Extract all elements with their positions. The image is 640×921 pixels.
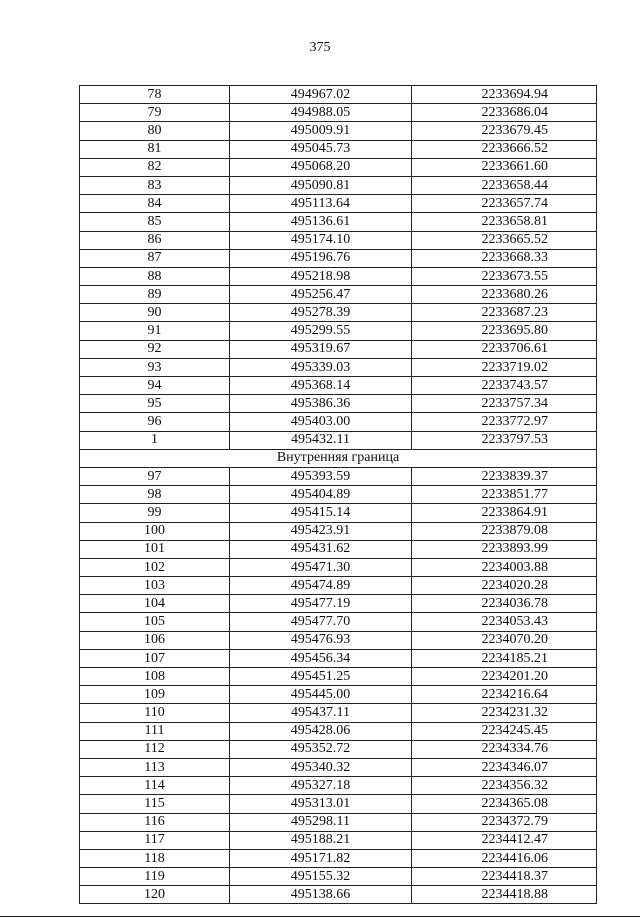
y-coordinate-cell: 2233879.08 [412,522,597,540]
page-bottom-rule [0,916,640,917]
x-coordinate-cell: 495404.89 [230,486,412,504]
table-row [80,213,597,231]
point-number-cell: 86 [80,231,230,249]
y-coordinate-cell: 2233893.99 [412,540,597,558]
x-coordinate-cell: 495476.93 [230,631,412,649]
x-coordinate-cell: 495138.66 [230,886,412,904]
point-number-cell: 79 [80,104,230,122]
x-coordinate-cell: 495477.70 [230,613,412,631]
table-row [80,176,597,194]
table-row [80,104,597,122]
table-row [80,86,597,104]
table-row [80,431,597,449]
y-coordinate-cell: 2233668.33 [412,249,597,267]
table-row [80,304,597,322]
table-row [80,758,597,776]
table-row [80,613,597,631]
x-coordinate-cell: 495456.34 [230,649,412,667]
x-coordinate-cell: 495256.47 [230,286,412,304]
x-coordinate-cell: 495136.61 [230,213,412,231]
point-number-cell: 80 [80,122,230,140]
point-number-cell: 104 [80,595,230,613]
coordinates-table-body [80,86,597,904]
y-coordinate-cell: 2234003.88 [412,558,597,576]
point-number-cell: 114 [80,777,230,795]
x-coordinate-cell: 494967.02 [230,86,412,104]
x-coordinate-cell: 495451.25 [230,668,412,686]
x-coordinate-cell: 495299.55 [230,322,412,340]
point-number-cell: 115 [80,795,230,813]
x-coordinate-cell: 495113.64 [230,195,412,213]
table-row [80,722,597,740]
point-number-cell: 87 [80,249,230,267]
table-row [80,377,597,395]
y-coordinate-cell: 2234216.64 [412,686,597,704]
table-row [80,140,597,158]
point-number-cell: 98 [80,486,230,504]
point-number-cell: 88 [80,267,230,285]
y-coordinate-cell: 2234334.76 [412,740,597,758]
table-row [80,868,597,886]
point-number-cell: 108 [80,668,230,686]
table-row [80,577,597,595]
point-number-cell: 95 [80,395,230,413]
table-row [80,322,597,340]
x-coordinate-cell: 495196.76 [230,249,412,267]
point-number-cell: 82 [80,158,230,176]
y-coordinate-cell: 2234418.88 [412,886,597,904]
point-number-cell: 94 [80,377,230,395]
point-number-cell: 101 [80,540,230,558]
point-number-cell: 113 [80,758,230,776]
table-row [80,340,597,358]
x-coordinate-cell: 495298.11 [230,813,412,831]
x-coordinate-cell: 495174.10 [230,231,412,249]
y-coordinate-cell: 2233658.81 [412,213,597,231]
y-coordinate-cell: 2234070.20 [412,631,597,649]
y-coordinate-cell: 2233706.61 [412,340,597,358]
y-coordinate-cell: 2234372.79 [412,813,597,831]
y-coordinate-cell: 2234346.07 [412,758,597,776]
y-coordinate-cell: 2233743.57 [412,377,597,395]
section-heading: Внутренняя граница [80,449,597,467]
x-coordinate-cell: 495319.67 [230,340,412,358]
y-coordinate-cell: 2234365.08 [412,795,597,813]
y-coordinate-cell: 2233687.23 [412,304,597,322]
y-coordinate-cell: 2233665.52 [412,231,597,249]
x-coordinate-cell: 495009.91 [230,122,412,140]
x-coordinate-cell: 495471.30 [230,558,412,576]
y-coordinate-cell: 2234418.37 [412,868,597,886]
y-coordinate-cell: 2233679.45 [412,122,597,140]
point-number-cell: 91 [80,322,230,340]
x-coordinate-cell: 495423.91 [230,522,412,540]
y-coordinate-cell: 2233694.94 [412,86,597,104]
table-row [80,358,597,376]
x-coordinate-cell: 495368.14 [230,377,412,395]
table-row [80,649,597,667]
point-number-cell: 102 [80,558,230,576]
y-coordinate-cell: 2233695.80 [412,322,597,340]
table-row [80,704,597,722]
table-row [80,813,597,831]
table-row [80,231,597,249]
x-coordinate-cell: 495437.11 [230,704,412,722]
point-number-cell: 106 [80,631,230,649]
point-number-cell: 107 [80,649,230,667]
y-coordinate-cell: 2233864.91 [412,504,597,522]
point-number-cell: 81 [80,140,230,158]
x-coordinate-cell: 495327.18 [230,777,412,795]
point-number-cell: 89 [80,286,230,304]
y-coordinate-cell: 2234416.06 [412,849,597,867]
point-number-cell: 112 [80,740,230,758]
point-number-cell: 84 [80,195,230,213]
point-number-cell: 109 [80,686,230,704]
table-row [80,249,597,267]
point-number-cell: 96 [80,413,230,431]
point-number-cell: 99 [80,504,230,522]
y-coordinate-cell: 2233772.97 [412,413,597,431]
table-row [80,777,597,795]
section-heading-row [80,449,597,467]
point-number-cell: 110 [80,704,230,722]
x-coordinate-cell: 495171.82 [230,849,412,867]
table-row [80,668,597,686]
y-coordinate-cell: 2234201.20 [412,668,597,686]
table-row [80,831,597,849]
point-number-cell: 120 [80,886,230,904]
y-coordinate-cell: 2233851.77 [412,486,597,504]
point-number-cell: 93 [80,358,230,376]
page-number: 375 [309,40,331,55]
x-coordinate-cell: 495313.01 [230,795,412,813]
x-coordinate-cell: 495278.39 [230,304,412,322]
x-coordinate-cell: 495090.81 [230,176,412,194]
point-number-cell: 119 [80,868,230,886]
table-row [80,286,597,304]
point-number-cell: 92 [80,340,230,358]
table-row [80,540,597,558]
y-coordinate-cell: 2234231.32 [412,704,597,722]
point-number-cell: 83 [80,176,230,194]
table-row [80,795,597,813]
y-coordinate-cell: 2233680.26 [412,286,597,304]
table-row [80,486,597,504]
point-number-cell: 105 [80,613,230,631]
x-coordinate-cell: 495428.06 [230,722,412,740]
point-number-cell: 103 [80,577,230,595]
y-coordinate-cell: 2233657.74 [412,195,597,213]
y-coordinate-cell: 2233673.55 [412,267,597,285]
x-coordinate-cell: 495393.59 [230,467,412,485]
x-coordinate-cell: 495432.11 [230,431,412,449]
x-coordinate-cell: 495415.14 [230,504,412,522]
x-coordinate-cell: 495403.00 [230,413,412,431]
table-row [80,267,597,285]
table-row [80,595,597,613]
x-coordinate-cell: 495068.20 [230,158,412,176]
y-coordinate-cell: 2234036.78 [412,595,597,613]
x-coordinate-cell: 495045.73 [230,140,412,158]
table-row [80,504,597,522]
y-coordinate-cell: 2234185.21 [412,649,597,667]
table-row [80,558,597,576]
x-coordinate-cell: 495445.00 [230,686,412,704]
x-coordinate-cell: 495431.62 [230,540,412,558]
x-coordinate-cell: 495386.36 [230,395,412,413]
table-row [80,686,597,704]
x-coordinate-cell: 495474.89 [230,577,412,595]
point-number-cell: 78 [80,86,230,104]
y-coordinate-cell: 2233666.52 [412,140,597,158]
table-row [80,467,597,485]
y-coordinate-cell: 2233658.44 [412,176,597,194]
table-row [80,886,597,904]
point-number-cell: 111 [80,722,230,740]
point-number-cell: 85 [80,213,230,231]
y-coordinate-cell: 2233719.02 [412,358,597,376]
y-coordinate-cell: 2234020.28 [412,577,597,595]
x-coordinate-cell: 495155.32 [230,868,412,886]
point-number-cell: 1 [80,431,230,449]
x-coordinate-cell: 495340.32 [230,758,412,776]
y-coordinate-cell: 2234412.47 [412,831,597,849]
x-coordinate-cell: 495339.03 [230,358,412,376]
table-row [80,122,597,140]
table-row [80,158,597,176]
point-number-cell: 90 [80,304,230,322]
table-row [80,522,597,540]
x-coordinate-cell: 495477.19 [230,595,412,613]
point-number-cell: 116 [80,813,230,831]
table-row [80,631,597,649]
point-number-cell: 97 [80,467,230,485]
y-coordinate-cell: 2233839.37 [412,467,597,485]
x-coordinate-cell: 494988.05 [230,104,412,122]
y-coordinate-cell: 2234356.32 [412,777,597,795]
y-coordinate-cell: 2233757.34 [412,395,597,413]
y-coordinate-cell: 2234053.43 [412,613,597,631]
y-coordinate-cell: 2233661.60 [412,158,597,176]
point-number-cell: 118 [80,849,230,867]
coordinates-table [79,85,597,904]
table-row [80,413,597,431]
point-number-cell: 100 [80,522,230,540]
y-coordinate-cell: 2233797.53 [412,431,597,449]
y-coordinate-cell: 2233686.04 [412,104,597,122]
point-number-cell: 117 [80,831,230,849]
table-row [80,740,597,758]
table-row [80,849,597,867]
x-coordinate-cell: 495188.21 [230,831,412,849]
x-coordinate-cell: 495218.98 [230,267,412,285]
table-row [80,195,597,213]
x-coordinate-cell: 495352.72 [230,740,412,758]
y-coordinate-cell: 2234245.45 [412,722,597,740]
table-row [80,395,597,413]
